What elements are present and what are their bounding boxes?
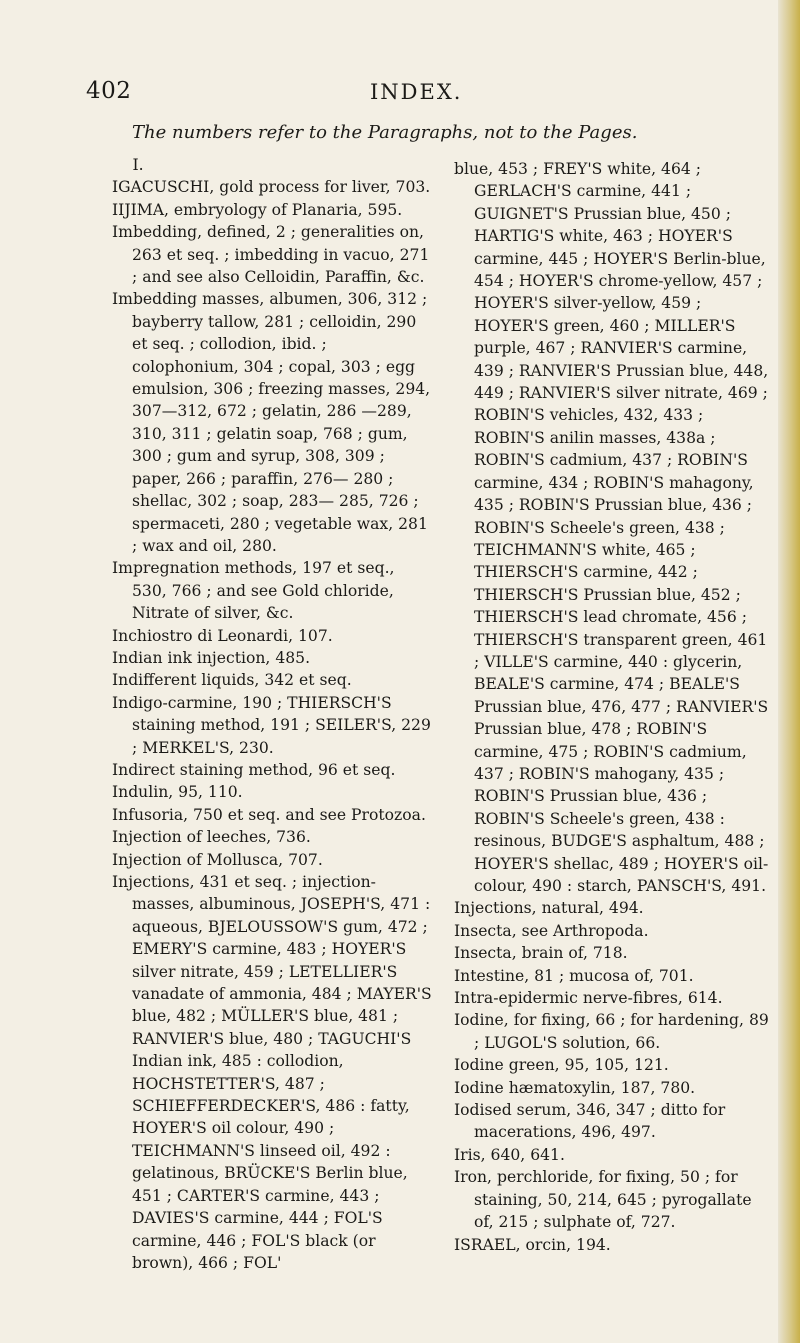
index-entry: Indifferent liquids, 342 et seq. [112, 671, 352, 690]
index-entry: Indirect staining method, 96 et seq. [112, 760, 396, 779]
index-entry: Infusoria, 750 et seq. and see Protozoa. [112, 805, 426, 824]
index-entry: Intestine, 81 ; mucosa of, 701. [454, 966, 694, 985]
index-entry: IIJIMA, embryology of Planaria, 595. [112, 200, 403, 219]
index-entry: Imbedding, defined, 2 ; generalities on, 263 et seq. ; imbedding in vacuo, 271 ; and see also Celloidin, Paraffin, &c. [112, 223, 430, 287]
section-letter: I. [132, 156, 144, 174]
index-entry: Iodine green, 95, 105, 121. [454, 1056, 669, 1075]
index-entry: Injection of Mollusca, 707. [112, 850, 323, 869]
index-entry: Iodine, for fixing, 66 ; for hardening, 89 ; LUGOL'S solution, 66. [454, 1011, 769, 1052]
index-entry: ISRAEL, orcin, 194. [454, 1235, 611, 1254]
index-entry: Inchiostro di Leonardi, 107. [112, 626, 333, 645]
index-entry: Intra-epidermic nerve-fibres, 614. [454, 989, 723, 1008]
index-entry: Indian ink injection, 485. [112, 648, 311, 667]
index-entry: Iris, 640, 641. [454, 1145, 565, 1164]
index-entry: blue, 453 ; FREY'S white, 464 ; GERLACH'S carmine, 441 ; GUIGNET'S Prussian blue, 450 ; HARTIG'S white, 463 ; HOYER'S carmine, 445 ; HOYER'S Berlin-blue, 454 ; HOYER'S chrome-yellow, 457 ; HOYER'S silver-yellow, 459 ; HOYER'S green, 460 ; MILLER'S purple, 467 ; RANVIER'S carmine, 439 ; RANVIER'S Prussian blue, 448, 449 ; RANVIER'S silver nitrate, 469 ; ROBIN'S vehicles, 432, 433 ; ROBIN'S anilin masses, 438a ; ROBIN'S cadmium, 437 ; ROBIN'S carmine, 434 ; ROBIN'S mahagony, 435 ; ROBIN'S Prussian blue, 436 ; ROBIN'S Scheele's green, 438 ; TEICHMANN'S white, 465 ; THIERSCH'S carmine, 442 ; THIERSCH'S Prussian blue, 452 ; THIERSCH'S lead chromate, 456 ; THIERSCH'S transparent green, 461 ; VILLE'S carmine, 440 : glycerin, BEALE'S carmine, 474 ; BEALE'S Prussian blue, 476, 477 ; RANVIER'S Prussian blue, 478 ; ROBIN'S carmine, 475 ; ROBIN'S cadmium, 437 ; ROBIN'S mahogany, 435 ; ROBIN'S Prussian blue, 436 ; ROBIN'S Scheele's green, 438 : resinous, BUDGE'S asphaltum, 488 ; HOYER'S shellac, 489 ; HOYER'S oil-colour, 490 : starch, PANSCH'S, 491. [454, 160, 769, 895]
index-entry: Insecta, brain of, 718. [454, 944, 628, 963]
running-head: INDEX. [370, 80, 463, 104]
index-entry: Indigo-carmine, 190 ; THIERSCH'S staining method, 191 ; SEILER'S, 229 ; MERKEL'S, 230. [112, 693, 431, 757]
index-entry: Iodine hæmatoxylin, 187, 780. [454, 1078, 696, 1097]
index-entry: Injection of leeches, 736. [112, 828, 311, 847]
index-entry: Imbedding masses, albumen, 306, 312 ; bayberry tallow, 281 ; celloidin, 290 et seq. ; collodion, ibid. ; colophonium, 304 ; copal, 303 ; egg emulsion, 306 ; freezing masses, 294, 307—312, 672 ; gelatin, 286 —289, 310, 311 ; gelatin soap, 768 ; gum, 300 ; gum and syrup, 308, 309 ; paper, 266 ; paraffin, 276— 280 ; shellac, 302 ; soap, 283— 285, 726 ; spermaceti, 280 ; vegetable wax, 281 ; wax and oil, 280. [112, 290, 431, 555]
index-entry: Insecta, see Arthropoda. [454, 921, 649, 940]
left-column [112, 154, 432, 1274]
right-column [454, 158, 774, 1256]
index-entry: IGACUSCHI, gold process for liver, 703. [112, 178, 431, 197]
index-entry: Impregnation methods, 197 et seq., 530, 766 ; and see Gold chloride, Nitrate of silver, &c. [112, 559, 395, 623]
index-entry: Injections, natural, 494. [454, 899, 644, 918]
index-entry: Iron, perchloride, for fixing, 50 ; for staining, 50, 214, 645 ; pyrogallate of, 215 ; sulphate of, 727. [454, 1168, 752, 1232]
index-subtitle: The numbers refer to the Paragraphs, not to the Pages. [132, 122, 638, 143]
index-entry: Iodised serum, 346, 347 ; ditto for macerations, 496, 497. [454, 1101, 726, 1142]
index-entry: Indulin, 95, 110. [112, 783, 243, 802]
index-entry: Injections, 431 et seq. ; injection-masses, albuminous, JOSEPH'S, 471 : aqueous, BJELOUSSOW'S gum, 472 ; EMERY'S carmine, 483 ; HOYER'S silver nitrate, 459 ; LETELLIER'S vanadate of ammonia, 484 ; MAYER'S blue, 482 ; MÜLLER'S blue, 481 ; RANVIER'S blue, 480 ; TAGUCHI'S Indian ink, 485 : collodion, HOCHSTETTER'S, 487 ; SCHIEFFERDECKER'S, 486 : fatty, HOYER'S oil colour, 490 ; TEICHMANN'S linseed oil, 492 : gelatinous, BRÜCKE'S Berlin blue, 451 ; CARTER'S carmine, 443 ; DAVIES'S carmine, 444 ; FOL'S carmine, 446 ; FOL'S black (or brown), 466 ; FOL' [112, 873, 432, 1272]
page-number: 402 [86, 78, 132, 104]
page-edge [778, 0, 800, 1343]
